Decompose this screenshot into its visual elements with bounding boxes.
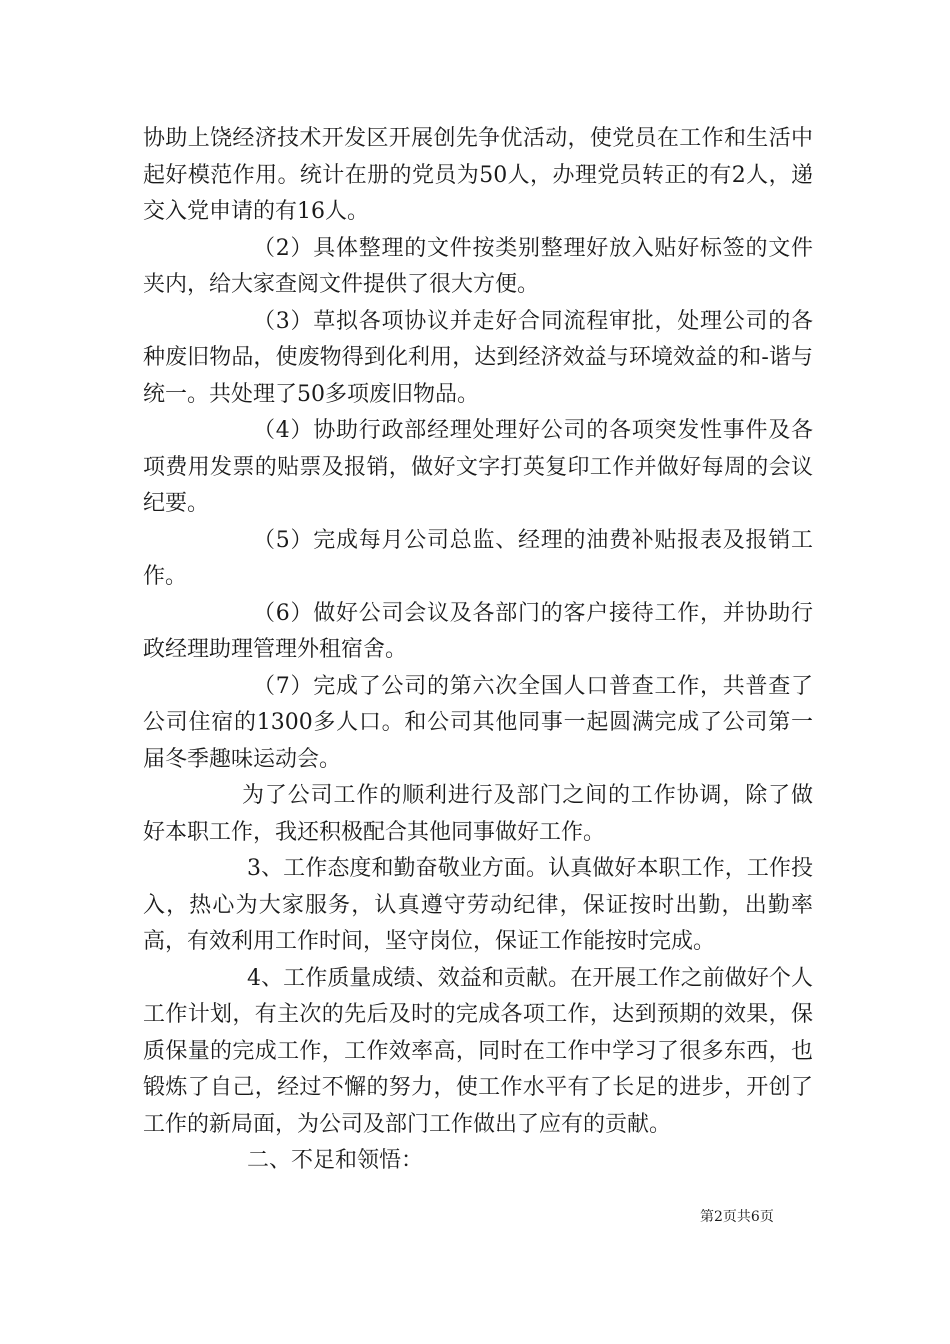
paragraph-item-4-admin-support: （4）协助行政部经理处理好公司的各项突发性事件及各项费用发票的贴票及报销，做好文字打英复印工作并做好每周的会议纪要。 (143, 418, 813, 516)
paragraph-item-7-census: （7）完成了公司的第六次全国人口普查工作，共普查了公司住宿的1300多人口。和公司其他同事一起圆满完成了公司第一届冬季趣味运动会。 (143, 673, 813, 772)
page-number-footer: 第2页共6页 (700, 1209, 774, 1225)
paragraph-item-2-filing: （2）具体整理的文件按类别整理好放入贴好标签的文件夹内，给大家查阅文件提供了很大方便。 (143, 235, 813, 297)
paragraph-party-activities: 协助上饶经济技术开发区开展创先争优活动，使党员在工作和生活中起好模范作用。统计在册的党员为50人，办理党员转正的有2人，递交入党申请的有16人。 (143, 126, 813, 224)
paragraph-item-5-fuel-subsidy: （5）完成每月公司总监、经理的油费补贴报表及报销工作。 (143, 527, 813, 589)
paragraph-cooperation: 为了公司工作的顺利进行及部门之间的工作协调，除了做好本职工作，我还积极配合其他同事做好工作。 (143, 783, 813, 845)
section-heading-shortcomings: 二、不足和领悟： (247, 1148, 424, 1173)
paragraph-section-3-attitude: 3、工作态度和勤奋敬业方面。认真做好本职工作，工作投入，热心为大家服务，认真遵守劳动纪律，保证按时出勤，出勤率高，有效利用工作时间，坚守岗位，保证工作能按时完成。 (143, 856, 813, 954)
paragraph-section-4-quality: 4、工作质量成绩、效益和贡献。在开展工作之前做好个人工作计划，有主次的先后及时的完成各项工作，达到预期的效果，保质保量的完成工作，工作效率高，同时在工作中学习了很多东西，也锻炼了自己，经过不懈的努力，使工作水平有了长足的进步，开创了工作的新局面，为公司及部门工作做出了应有的贡献。 (143, 965, 813, 1137)
paragraph-item-3-agreements: （3）草拟各项协议并走好合同流程审批，处理公司的各种废旧物品，使废物得到化利用，达到经济效益与环境效益的和-谐与统一。共处理了50多项废旧物品。 (143, 308, 813, 407)
document-body (143, 121, 813, 1180)
paragraph-item-6-reception: （6）做好公司会议及各部门的客户接待工作，并协助行政经理助理管理外租宿舍。 (143, 600, 813, 662)
